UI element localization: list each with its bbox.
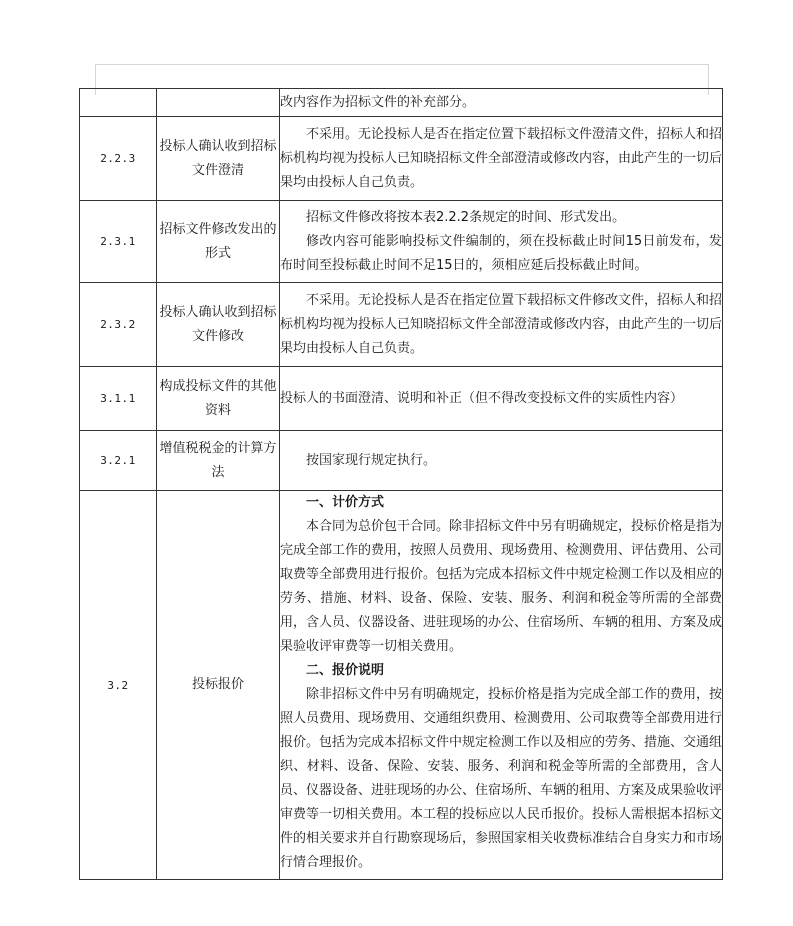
clause-item: 投标人确认收到招标文件澄清	[157, 117, 280, 201]
section-heading: 一、计价方式	[306, 495, 385, 510]
clause-number	[80, 89, 157, 117]
clause-content	[280, 431, 723, 491]
clause-content	[280, 117, 723, 201]
section-heading: 二、报价说明	[306, 663, 385, 678]
content-text: 按国家现行规定执行。	[306, 452, 437, 468]
content-text: 招标文件修改将按本表2.2.2条规定的时间、形式发出。	[306, 209, 626, 225]
clause-number: 3.2	[80, 491, 157, 880]
clause-item	[157, 89, 280, 117]
table-row	[80, 283, 723, 367]
clause-number: 2.2.3	[80, 117, 157, 201]
content-text: 不采用。无论投标人是否在指定位置下载招标文件修改文件，招标人和招标机构均视为投标人已知晓招标文件全部澄清或修改内容，由此产生的一切后果均由投标人自己负责。	[280, 292, 723, 356]
clause-content	[280, 283, 723, 367]
content-text: 不采用。无论投标人是否在指定位置下载招标文件澄清文件，招标人和招标机构均视为投标人已知晓招标文件全部澄清或修改内容，由此产生的一切后果均由投标人自己负责。	[280, 126, 723, 190]
clause-number: 3.1.1	[80, 367, 157, 431]
clause-content	[280, 491, 723, 880]
clause-item: 构成投标文件的其他资料	[157, 367, 280, 431]
clause-number: 2.3.1	[80, 201, 157, 283]
clause-number: 3.2.1	[80, 431, 157, 491]
table-row	[80, 431, 723, 491]
table-row	[80, 117, 723, 201]
clause-content	[280, 367, 723, 431]
bid-data-table	[79, 88, 723, 880]
clause-item: 投标报价	[157, 491, 280, 880]
clause-item: 增值税税金的计算方法	[157, 431, 280, 491]
table-row	[80, 491, 723, 880]
clause-item: 招标文件修改发出的形式	[157, 201, 280, 283]
content-text: 投标人的书面澄清、说明和补正（但不得改变投标文件的实质性内容）	[280, 390, 684, 406]
clause-item: 投标人确认收到招标文件修改	[157, 283, 280, 367]
clause-content	[280, 201, 723, 283]
content-text: 本合同为总价包干合同。除非招标文件中另有明确规定，投标价格是指为完成全部工作的费用，按照人员费用、现场费用、检测费用、评估费用、公司取费等全部费用进行报价。包括为完成本招标文件中规定检测工作以及相应的劳务、措施、材料、设备、保险、安装、服务、利润和税金等所需的全部费用，含人员、仪器设备、进驻现场的办公、住宿场所、车辆的租用、方案及成果验收评审费等一切相关费用。	[280, 519, 723, 654]
content-text: 除非招标文件中另有明确规定，投标价格是指为完成全部工作的费用，按照人员费用、现场费用、交通组织费用、检测费用、公司取费等全部费用进行报价。包括为完成本招标文件中规定检测工作以及相应的劳务、措施、交通组织、材料、设备、保险、安装、服务、利润和税金等所需的全部费用，含人员、仪器设备、进驻现场的办公、住宿场所、车辆的租用、方案及成果验收评审费等一切相关费用。本工程的投标应以人民币报价。投标人需根据本招标文件的相关要求并自行勘察现场后，参照国家相关收费标准结合自身实力和市场行情合理报价。	[280, 687, 723, 870]
table-row	[80, 89, 723, 117]
table-row	[80, 367, 723, 431]
content-text: 修改内容可能影响投标文件编制的，须在投标截止时间15日前发布，发布时间至投标截止时间不足15日的，须相应延后投标截止时间。	[280, 233, 722, 273]
clause-number: 2.3.2	[80, 283, 157, 367]
clause-content	[280, 89, 723, 117]
table-row	[80, 201, 723, 283]
content-text: 改内容作为招标文件的补充部分。	[280, 94, 476, 110]
